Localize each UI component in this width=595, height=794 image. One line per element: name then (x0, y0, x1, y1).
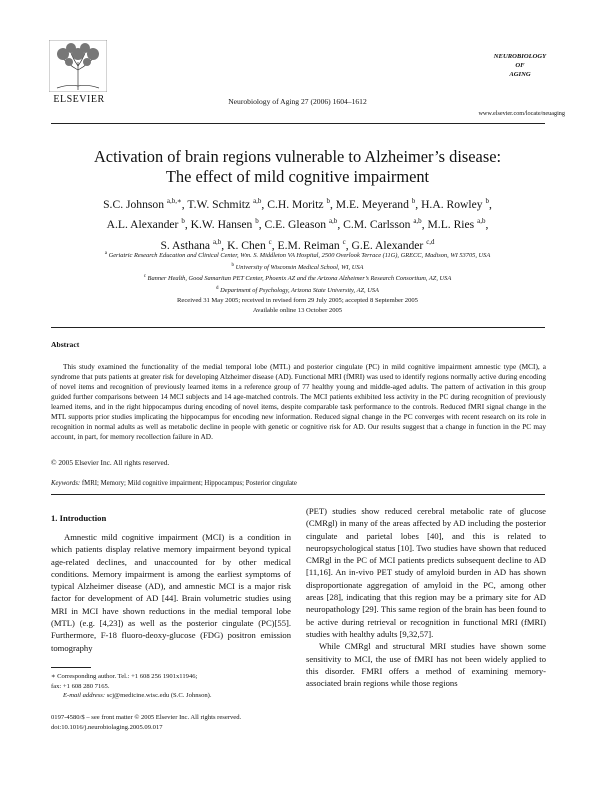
journal-logo-line: NEUROBIOLOGY (493, 53, 547, 60)
title-line: The effect of mild cognitive impairment (165, 167, 430, 186)
footnote-email (51, 691, 291, 701)
affiliation-item: $^c$ Banner Health, Good Samaritan PET Center, Phoenix AZ and the Arizona Alzheimer’s Research Consortium, AZ, USA (143, 274, 452, 283)
journal-logo-line: AGING (509, 71, 531, 78)
publisher-name: ELSEVIER (53, 94, 105, 105)
keywords-text: fMRI; Memory; Mild cognitive impairment; Hippocampus; Posterior cingulate (81, 480, 297, 487)
email-address[interactable]: scj@medicine.wisc.edu (S.C. Johnson). (106, 692, 212, 699)
abstract-body: This study examined the functionality of the medial temporal lobe (MTL) and posterior cingulate (PC) in mild cognitive impairment amnestic type (MCI), a syndrome that puts patients at greater risk for developing Alzheimer disease (AD). Functional MRI (fMRI) was used to identify regions normally active during encoding of novel items and recognition of previously learned items in a reference group of 77 healthy young and middle-aged adults. The pattern of activation in this group guided further comparisons between 14 MCI subjects and 14 age-matched controls. The MCI patients exhibited less activity in the PC during recognition of previously learned items, and in the right hippocampus during encoding of novel items, despite comparable task performance to the controls. Reduced fMRI signal change in the MTL supports prior studies implicating the hippocampus for encoding new information. Reduced signal change in the PC converges with recent research on its role in recognition in normal adults as well as metabolic decline in people with genetic or cognitive risk for AD. Our results suggest that a change in function in the PC may account, in part, for memory recollection failure in AD. (51, 362, 546, 441)
section-heading: 1. Introduction (51, 513, 107, 523)
available-line: Available online 13 October 2005 (252, 306, 343, 314)
author-line: S. Asthana $^{a,b}$, K. Chen $^c$, E.M. Reiman $^c$, G.E. Alexander $^{c,d}$ (160, 237, 435, 252)
article-meta (51, 713, 241, 732)
keywords (51, 480, 297, 487)
author-line: S.C. Johnson $^{a,b,∗}$, T.W. Schmitz $^{a,b}$, C.H. Moritz $^b$, M.E. Meyerand $^b$, H.A. Rowley $^b$, (103, 197, 492, 211)
journal-url[interactable]: www.elsevier.com/locate/neuaging (478, 110, 565, 117)
header-rule (51, 123, 545, 124)
affiliations (40, 249, 555, 296)
abstract-top-rule (51, 327, 545, 328)
author-list (40, 193, 555, 254)
corresponding-footnote (51, 672, 291, 701)
author-line: A.L. Alexander $^b$, K.W. Hansen $^b$, C.E. Gleason $^{a,b}$, C.M. Carlsson $^{a,b}$, M.L. Ries $^{a,b}$, (106, 217, 489, 232)
issn-line: 0197-4580/$ – see front matter © 2005 Elsevier Inc. All rights reserved. (51, 714, 242, 721)
footnote-rule (51, 667, 91, 668)
title-line: Activation of brain regions vulnerable to Alzheimer’s disease: (93, 147, 502, 166)
abstract-heading: Abstract (51, 340, 80, 349)
elsevier-logo (49, 40, 109, 105)
keywords-label: Keywords: (51, 480, 81, 487)
footnote-line: ∗ Corresponding author. Tel.: +1 608 256 1901x11946; (51, 673, 198, 680)
journal-logo (486, 52, 554, 79)
elsevier-tree-icon (49, 40, 107, 92)
intro-right-column (306, 505, 546, 689)
footnote-line: fax: +1 608 280 7165. (51, 682, 110, 690)
received-dates (40, 296, 555, 315)
email-label: E-mail address: (63, 692, 106, 699)
journal-logo-line: OF (515, 62, 525, 69)
doi-line[interactable]: doi:10.1016/j.neurobiolaging.2005.09.017 (51, 723, 163, 731)
intro-paragraph: While CMRgl and structural MRI studies have shown some sensitivity to MCI, the use of fMRI has not been widely applied to this disorder. FMRI offers a method of examining memory-associated brain regions while those regions (306, 641, 546, 689)
affiliation-item: $^a$ Geriatric Research Education and Clinical Center, Wm. S. Middleton VA Hospital, 2500 Overlook Terrace (11G), GRECC, Madison, WI 53705, USA (104, 251, 491, 260)
affiliation-item: $^b$ University of Wisconsin Medical School, WI, USA (231, 262, 364, 271)
intro-left-column: Amnestic mild cognitive impairment (MCI) is a condition in which patients display relative memory impairment beyond typical age-related declines, and unaccounted for by other medical conditions. Memory impairment is among the earliest symptoms of typical Alzheimer disease (AD), and amnestic MCI is a major risk factor for development of AD [44]. Brain volumetric studies using MRI in MCI have shown reductions in the medial temporal lobe (MTL) (e.g. [4,23]) as well as the posterior cingulate (PC)[55]. Furthermore, F-18 fluoro-deoxy-glucose (FDG) positron emission tomography (51, 532, 291, 653)
abstract-bottom-rule (51, 494, 545, 495)
affiliation-item: $^d$ Department of Psychology, Arizona State University, AZ, USA (216, 285, 379, 294)
journal-citation: Neurobiology of Aging 27 (2006) 1604–1612 (228, 97, 367, 106)
abstract-copyright: © 2005 Elsevier Inc. All rights reserved. (51, 458, 170, 467)
received-line: Received 31 May 2005; received in revised form 29 July 2005; accepted 8 September 2005 (177, 297, 418, 304)
intro-paragraph: (PET) studies show reduced cerebral metabolic rate of glucose (CMRgl) in many of the areas affected by AD including the posterior cingulate and parietal lobes [40], and this is related to neuropsychological status [10]. Two studies have shown that reduced CMRgl in the PC of MCI patients predicts subsequent decline to AD [11,16]. An in-vivo PET study of amyloid burden in AD has shown disproportionate aggregation of amyloid in the PC, among other areas [28], indicating that this region may be a primary site for AD neuropathology [29]. This same region of the brain has been found to be active during retrieval or recognition in functional MRI (fMRI) studies with healthy adults [9,32,57]. (306, 506, 546, 639)
article-title (40, 147, 555, 187)
